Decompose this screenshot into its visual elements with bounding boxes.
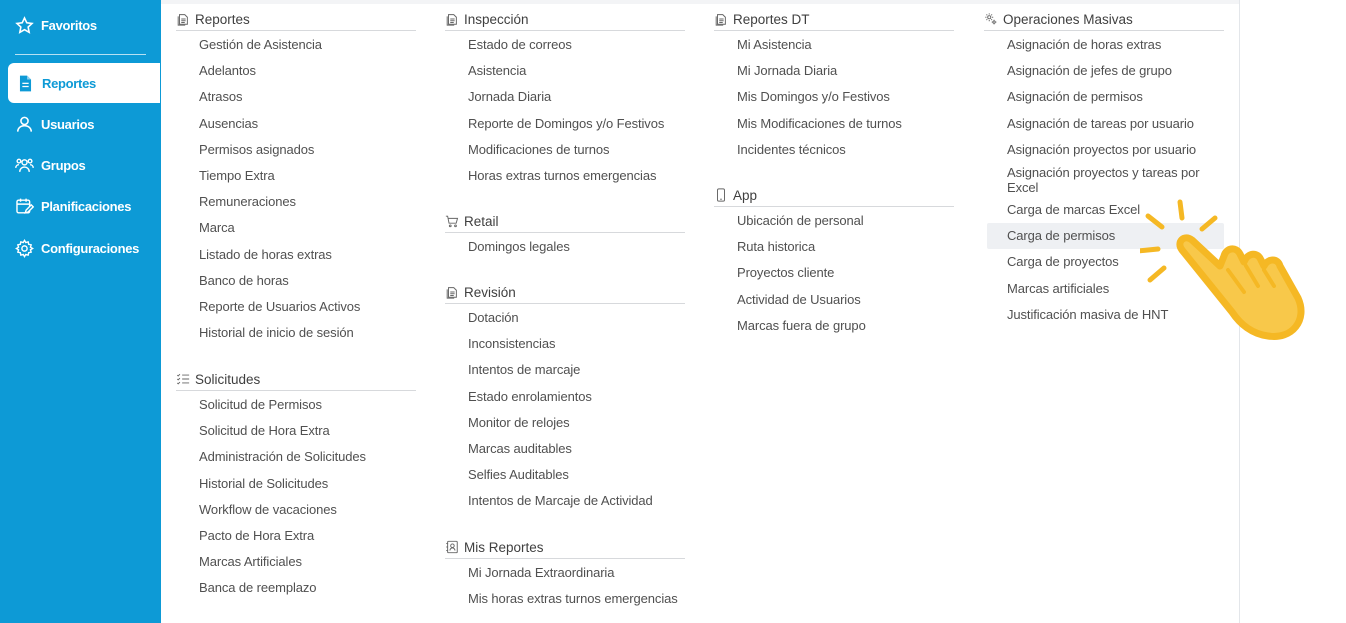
menu-item[interactable]: Marcas auditables [468, 440, 572, 456]
menu-item[interactable]: Modificaciones de turnos [468, 141, 610, 157]
menu-item[interactable]: Solicitud de Hora Extra [199, 423, 330, 439]
section-reportes [176, 10, 416, 346]
section-reportes-dt [714, 10, 954, 163]
menu-item[interactable]: Banca de reemplazo [199, 580, 317, 596]
sidebar-item-favoritos[interactable] [0, 5, 161, 45]
menu-item[interactable]: Jornada Diaria [468, 89, 552, 105]
menu-item[interactable]: Carga de proyectos [1007, 254, 1119, 270]
menu-item[interactable]: Mis Domingos y/o Festivos [737, 89, 890, 105]
menu-item[interactable]: Asistencia [468, 63, 527, 79]
menu-item[interactable]: Intentos de marcaje [468, 362, 581, 378]
mobile-phone-icon [714, 188, 728, 202]
pointing-hand-icon [1140, 196, 1315, 346]
menu-item[interactable]: Asignación de tareas por usuario [1007, 115, 1194, 131]
menu-item[interactable]: Mi Jornada Extraordinaria [468, 565, 615, 580]
section-title: Revisión [464, 284, 516, 300]
sidebar-item-label: Usuarios [41, 116, 95, 132]
menu-item[interactable]: Estado enrolamientos [468, 388, 592, 404]
documents-icon [445, 285, 459, 299]
sidebar-item-label: Reportes [42, 75, 96, 91]
sidebar-item-usuarios[interactable] [0, 104, 161, 144]
menu-item[interactable]: Tiempo Extra [199, 167, 275, 183]
section-title: Mis Reportes [464, 539, 544, 555]
menu-item[interactable]: Incidentes técnicos [737, 141, 846, 157]
menu-item-highlighted[interactable]: Carga de permisos [987, 223, 1224, 249]
menu-item[interactable]: Marca [199, 220, 235, 236]
menu-item[interactable]: Administración de Solicitudes [199, 449, 366, 465]
menu-item[interactable]: Adelantos [199, 63, 256, 79]
group-icon [15, 156, 34, 175]
section-header [714, 186, 954, 207]
documents-icon [714, 12, 728, 26]
menu-item[interactable]: Intentos de Marcaje de Actividad [468, 493, 653, 509]
documents-icon [445, 12, 459, 26]
section-title: App [733, 187, 758, 203]
menu-item[interactable]: Estado de correos [468, 37, 572, 52]
section-solicitudes [176, 370, 416, 602]
section-inspeccion [445, 10, 685, 189]
menu-item[interactable]: Marcas Artificiales [199, 554, 302, 570]
menu-item[interactable]: Marcas fuera de grupo [737, 317, 866, 333]
section-title: Operaciones Masivas [1003, 11, 1133, 27]
section-revision [445, 283, 685, 515]
section-header [445, 283, 685, 304]
menu-item[interactable]: Monitor de relojes [468, 414, 570, 430]
star-icon [15, 16, 34, 35]
section-title: Reportes [195, 11, 250, 27]
menu-item[interactable]: Marcas artificiales [1007, 280, 1110, 296]
section-header [445, 10, 685, 31]
section-header [445, 212, 685, 233]
sidebar-item-planificaciones[interactable] [0, 186, 161, 226]
section-header [445, 538, 685, 559]
cart-icon [445, 214, 459, 228]
sidebar-item-label: Configuraciones [41, 240, 140, 256]
calendar-edit-icon [15, 197, 34, 216]
contact-book-icon [445, 540, 459, 554]
section-header [176, 370, 416, 391]
menu-item[interactable]: Dotación [468, 310, 519, 325]
section-mis-reportes [445, 538, 685, 612]
section-title: Inspección [464, 11, 529, 27]
menu-item[interactable]: Mis horas extras turnos emergencias [468, 591, 678, 607]
menu-item[interactable]: Mi Asistencia [737, 37, 812, 52]
user-icon [15, 115, 34, 134]
sidebar-item-configuraciones[interactable] [0, 228, 161, 268]
menu-item[interactable]: Permisos asignados [199, 141, 315, 157]
section-title: Solicitudes [195, 371, 261, 387]
section-title: Retail [464, 213, 499, 229]
documents-icon [176, 12, 190, 26]
menu-item[interactable]: Mis Modificaciones de turnos [737, 115, 902, 131]
menu-item[interactable]: Justificación masiva de HNT [1007, 306, 1169, 322]
menu-item[interactable]: Actividad de Usuarios [737, 291, 861, 307]
gear-icon [15, 239, 34, 258]
menu-item[interactable]: Banco de horas [199, 272, 289, 288]
menu-item[interactable]: Domingos legales [468, 239, 570, 254]
menu-item[interactable]: Ausencias [199, 115, 259, 131]
section-app [714, 186, 954, 339]
sidebar-divider [15, 54, 146, 55]
menu-item[interactable]: Workflow de vacaciones [199, 501, 337, 517]
sidebar-item-reportes[interactable] [8, 63, 160, 103]
panel-top-border [161, 0, 1239, 4]
section-retail [445, 212, 685, 260]
sidebar-item-label: Planificaciones [41, 198, 132, 214]
menu-item[interactable]: Carga de marcas Excel [1007, 201, 1141, 217]
menu-item[interactable]: Reporte de Domingos y/o Festivos [468, 115, 665, 131]
menu-item[interactable]: Pacto de Hora Extra [199, 527, 315, 543]
menu-item[interactable]: Mi Jornada Diaria [737, 63, 838, 79]
menu-item[interactable]: Gestión de Asistencia [199, 37, 322, 52]
menu-item[interactable]: Inconsistencias [468, 336, 556, 352]
menu-item[interactable]: Asignación de permisos [1007, 89, 1143, 105]
menu-item[interactable]: Proyectos cliente [737, 265, 835, 281]
menu-item[interactable]: Ubicación de personal [737, 213, 864, 228]
sidebar-item-label: Favoritos [41, 17, 97, 33]
menu-item[interactable]: Remuneraciones [199, 194, 296, 210]
sidebar [0, 0, 161, 623]
menu-item[interactable]: Ruta historica [737, 239, 816, 255]
checklist-icon [176, 372, 190, 386]
menu-item[interactable]: Listado de horas extras [199, 246, 332, 262]
section-title: Reportes DT [733, 11, 810, 27]
menu-item[interactable]: Selfies Auditables [468, 467, 569, 483]
menu-item[interactable]: Asignación de horas extras [1007, 37, 1162, 52]
gears-icon [984, 12, 998, 26]
section-header [176, 10, 416, 31]
menu-item[interactable]: Atrasos [199, 89, 243, 105]
menu-item[interactable]: Historial de inicio de sesión [199, 325, 354, 341]
sidebar-item-grupos[interactable] [0, 145, 161, 185]
menu-item[interactable]: Historial de Solicitudes [199, 475, 329, 491]
menu-item[interactable]: Reporte de Usuarios Activos [199, 298, 361, 314]
sidebar-item-label: Grupos [41, 157, 86, 173]
menu-item[interactable]: Horas extras turnos emergencias [468, 167, 657, 183]
section-header [714, 10, 954, 31]
menu-item[interactable]: Asignación de jefes de grupo [1007, 63, 1172, 79]
menu-item[interactable]: Asignación proyectos y tareas por Excel [1007, 164, 1200, 195]
section-header [984, 10, 1224, 31]
document-icon [16, 74, 35, 93]
menu-item[interactable]: Asignación proyectos por usuario [1007, 141, 1197, 157]
menu-item[interactable]: Solicitud de Permisos [199, 397, 322, 412]
